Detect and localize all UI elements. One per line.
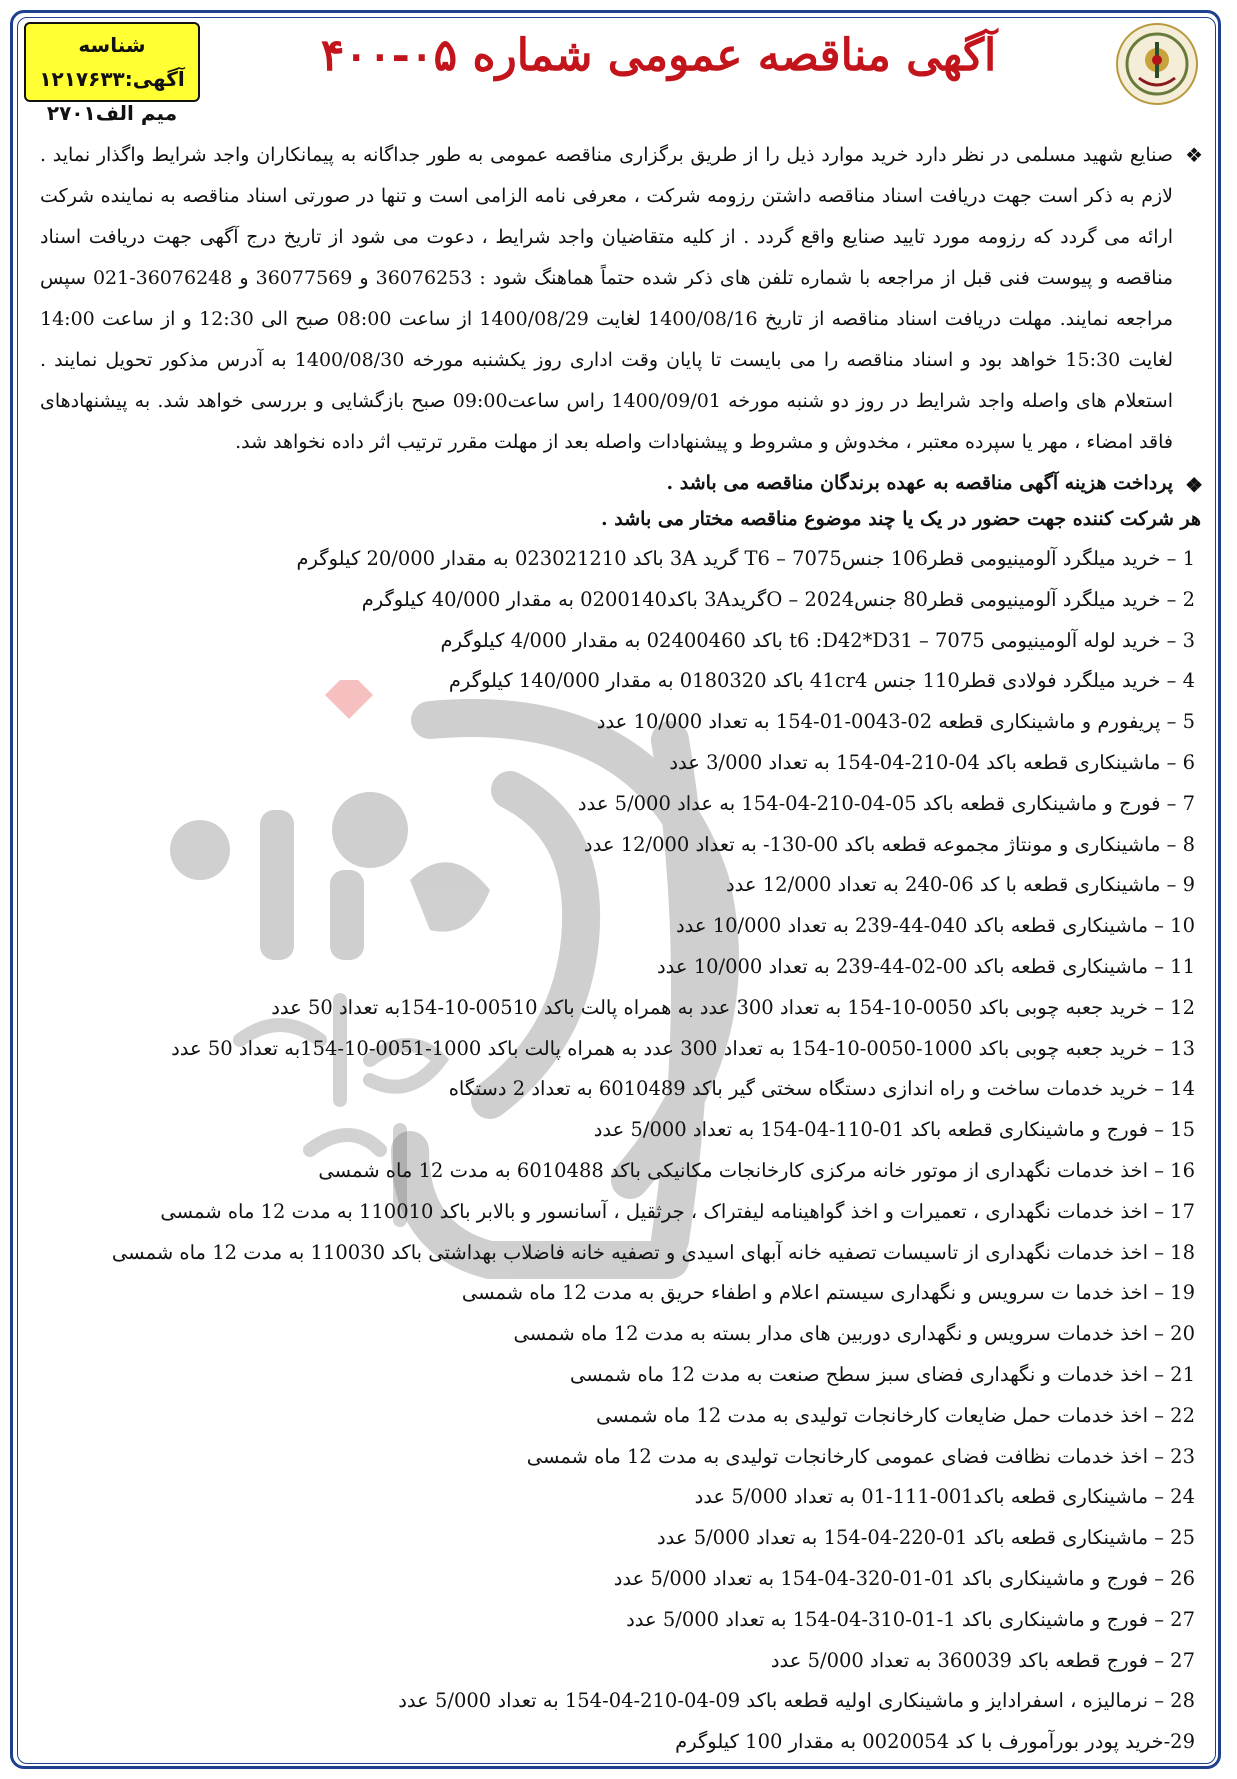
tender-item: 27 – فورج و ماشینکاری باکد 1-01-310-04-154 به تعداد 5/000 عدد bbox=[626, 1607, 1195, 1631]
tender-item: 18 – اخذ خدمات نگهداری از تاسیسات تصفیه خانه آبهای اسیدی و تصفیه خانه فاضلاب بهداشتی باکد 110030 به مدت 12 ماه شمسی bbox=[111, 1240, 1195, 1264]
tender-item: 6 – ماشینکاری قطعه باکد 04-210-04-154 به تعداد 3/000 عدد bbox=[669, 750, 1195, 774]
tender-item: 8 – ماشینکاری و مونتاژ مجموعه قطعه باکد 00-130- به تعداد 12/000 عدد bbox=[583, 832, 1195, 856]
intro-paragraph bbox=[40, 135, 1203, 463]
ministry-emblem-icon bbox=[1115, 22, 1199, 106]
tender-item: 10 – ماشینکاری قطعه باکد 040-44-239 به تعداد 10/000 عدد bbox=[675, 914, 1195, 938]
tender-item: 3 – خرید لوله آلومینیومی 7075 – t6 :D42*D31 باکد 02400460 به مقدار 4/000 کیلوگرم bbox=[440, 628, 1195, 652]
tender-item: 5 – پریفورم و ماشینکاری قطعه 02-0043-01-154 به تعداد 10/000 عدد bbox=[596, 710, 1195, 734]
tender-item: 24 – ماشینکاری قطعه باکد001-111-01 به تعداد 5/000 عدد bbox=[694, 1485, 1195, 1509]
tender-item: 7 – فورج و ماشینکاری قطعه باکد 05-04-210-04-154 به عداد 5/000 عدد bbox=[577, 791, 1195, 815]
tender-item: 2 – خرید میلگرد آلومینیومی قطر80 جنس2024 – Oگرید3A باکد0200140 به مقدار 40/000 کیلوگرم bbox=[361, 587, 1195, 611]
announcement-body bbox=[40, 135, 1203, 1763]
ad-id-line1: شناسه آگهی:۱۲۱۷۶۳۳ bbox=[39, 33, 185, 91]
tender-item: 13 – خرید جعبه چوبی باکد 1000-0050-10-154 به تعداد 300 عدد به همراه پالت باکد 1000-0051-10-154به تعداد 50 عدد bbox=[171, 1036, 1195, 1060]
tender-items-list bbox=[40, 539, 1203, 1763]
ad-id-badge bbox=[24, 22, 200, 125]
tender-item: 26 – فورج و ماشینکاری باکد 01-01-320-04-154 به تعداد 5/000 عدد bbox=[613, 1566, 1195, 1590]
note-bullet-icon: ❖ bbox=[1185, 473, 1203, 497]
tender-item: 16 – اخذ خدمات نگهداری از موتور خانه مرکزی کارخانجات مکانیکی باکد 6010488 به مدت 12 ماه شمسی bbox=[318, 1158, 1195, 1182]
intro-bullet-icon: ❖ bbox=[1185, 143, 1203, 167]
tender-item: 4 – خرید میلگرد فولادی قطر110 جنس 41cr4 باکد 0180320 به مقدار 140/000 کیلوگرم bbox=[448, 669, 1195, 693]
tender-item: 29-خرید پودر بورآمورف با کد 0020054 به مقدار 100 کیلوگرم bbox=[675, 1730, 1195, 1754]
tender-item: 28 – نرمالیزه ، اسفرادایز و ماشینکاری اولیه قطعه باکد 09-04-210-04-154 به تعداد 5/000 عدد bbox=[398, 1689, 1195, 1713]
tender-item: 27 – فورج قطعه باکد 360039 به تعداد 5/000 عدد bbox=[770, 1648, 1195, 1672]
tender-item: 11 – ماشینکاری قطعه باکد 00-02-44-239 به تعداد 10/000 عدد bbox=[656, 954, 1195, 978]
tender-item: 9 – ماشینکاری قطعه با کد 06-240 به تعداد 12/000 عدد bbox=[725, 873, 1195, 897]
cost-note bbox=[40, 465, 1203, 501]
tender-item: 17 – اخذ خدمات نگهداری ، تعمیرات و اخذ گواهینامه لیفتراک ، جرثقیل ، آسانسور و بالابر باکد 110010 به مدت 12 ماه شمسی bbox=[160, 1199, 1195, 1223]
tender-item: 20 – اخذ خدمات سرویس و نگهداری دوربین های مدار بسته به مدت 12 ماه شمسی bbox=[513, 1322, 1195, 1346]
tender-item: 23 – اخذ خدمات نظافت فضای عمومی کارخانجات تولیدی به مدت 12 ماه شمسی bbox=[526, 1444, 1195, 1468]
intro-text: صنایع شهید مسلمی در نظر دارد خرید موارد ذیل را از طریق برگزاری مناقصه عمومی به طور جداگانه به پیمانکاران واجد شرایط واگذار نماید . لازم به ذکر است جهت دریافت اسناد مناقصه داشتن رزومه شرکت ، معرفی نامه الزامی است و تنها در صورتی اسناد مناقصه به نماینده شرکت ارائه می گردد که رزومه مورد تایید صنایع واقع گردد . از کلیه متقاضیان واجد شرایط ، دعوت می شود از تاریخ درج آگهی جهت دریافت اسناد مناقصه و پیوست فنی قبل از مراجعه با شماره تلفن های ذکر شده حتماً هماهنگ شود : 36076253 و 36077569 و 36076248-021 سپس مراجعه نمایند. مهلت دریافت اسناد مناقصه از تاریخ 1400/08/16 لغایت 1400/08/29 از ساعت 08:00 صبح الی 12:30 و از ساعت 14:00 لغایت 15:30 خواهد بود و اسناد مناقصه را می بایست تا پایان وقت اداری روز یکشنبه مورخه 1400/08/30 به آدرس مذکور تحویل نمایند . استعلام های واصله واجد شرایط در روز دو شنبه مورخه 1400/09/01 راس ساعت09:00 صبح بازگشایی و بررسی خواهد شد. به پیشنهادهای فاقد امضاء ، مهر یا سپرده معتبر ، مخدوش و مشروط و پیشنهادات واصله بعد از مهلت مقرر ترتیب اثر داده نخواهد شد. bbox=[40, 144, 1174, 453]
page-title: آگهی مناقصه عمومی شماره ۰۵-۴۰۰ bbox=[320, 30, 997, 81]
tender-item: 19 – اخذ خدما ت سرویس و نگهداری سیستم اعلام و اطفاء حریق به مدت 12 ماه شمسی bbox=[461, 1281, 1195, 1305]
ad-id-line2: میم الف۲۷۰۱ bbox=[46, 101, 178, 125]
tender-item: 25 – ماشینکاری قطعه باکد 01-220-04-154 به تعداد 5/000 عدد bbox=[656, 1526, 1195, 1550]
tender-item: 14 – خرید خدمات ساخت و راه اندازی دستگاه سختی گیر باکد 6010489 به تعداد 2 دستگاه bbox=[448, 1077, 1195, 1101]
tender-item: 22 – اخذ خدمات حمل ضایعات کارخانجات تولیدی به مدت 12 ماه شمسی bbox=[596, 1403, 1195, 1427]
tender-item: 1 – خرید میلگرد آلومینیومی قطر106 جنس7075 – T6 گرید 3A باکد 023021210 به مقدار 20/000 کیلوگرم bbox=[296, 547, 1195, 570]
tender-item: 12 – خرید جعبه چوبی باکد 0050-10-154 به تعداد 300 عدد به همراه پالت باکد 00510-10-154به تعداد 50 عدد bbox=[271, 995, 1195, 1019]
cost-note-text: پرداخت هزینه آگهی مناقصه به عهده برندگان مناقصه می باشد . bbox=[666, 472, 1173, 494]
participation-note: هر شرکت کننده جهت حضور در یک یا چند موضوع مناقصه مختار می باشد . bbox=[601, 508, 1201, 530]
tender-item: 21 – اخذ خدمات و نگهداری فضای سبز سطح صنعت به مدت 12 ماه شمسی bbox=[570, 1362, 1195, 1386]
tender-item: 15 – فورج و ماشینکاری قطعه باکد 01-110-04-154 به تعداد 5/000 عدد bbox=[593, 1118, 1195, 1142]
